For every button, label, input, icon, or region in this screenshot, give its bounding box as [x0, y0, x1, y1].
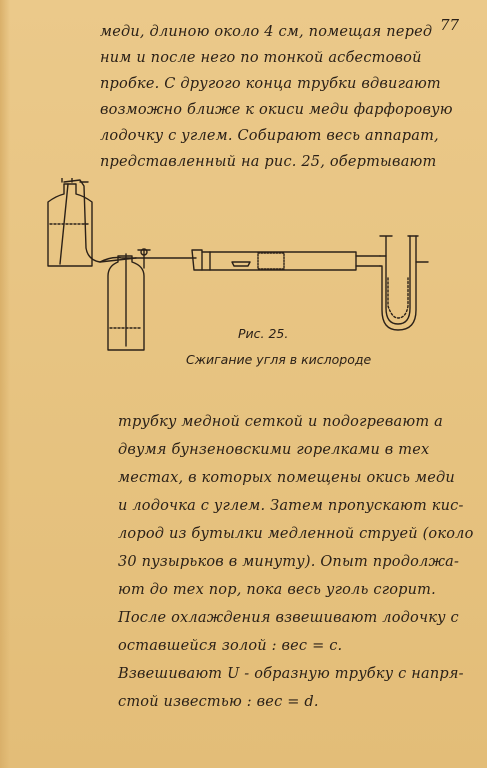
text-line: пробке. С другого конца трубки вдвигают: [100, 76, 441, 92]
text-line: меди, длиною около 4 см, помещая перед: [100, 24, 433, 40]
text-line: ним и после него по тонкой асбестовой: [100, 50, 422, 66]
text-line: двумя бунзеновскими горелками в тех: [118, 442, 430, 458]
page-edge-shadow: [0, 0, 10, 768]
text-line: После охлаждения взвешивают лодочку с: [118, 610, 459, 626]
figure-caption: Сжигание угля в кислороде: [186, 352, 372, 367]
text-line: стой известью : вес = d.: [118, 694, 319, 710]
text-line: трубку медной сеткой и подогревают а: [118, 414, 443, 430]
text-line: лород из бутылки медленной струей (около: [118, 526, 474, 542]
text-line: и лодочка с углем. Затем пропускают кис-: [118, 498, 464, 514]
text-line: 30 пузырьков в минуту). Опыт продолжа-: [118, 554, 460, 570]
text-line: возможно ближе к окиси меди фарфоровую: [100, 102, 453, 118]
u-tube: [380, 236, 428, 330]
text-line: местах, в которых помещены окись меди: [118, 470, 455, 486]
combustion-tube: [192, 250, 380, 270]
text-line: Взвешивают U - образную трубку с напря-: [118, 666, 464, 682]
text-line: ют до тех пор, пока весь уголь сгорит.: [118, 582, 436, 598]
text-line: лодочку с углем. Собирают весь аппарат,: [100, 128, 439, 144]
page-number: 77: [440, 16, 460, 34]
text-line: оставшейся золой : вес = с.: [118, 638, 343, 654]
text-line: представленный на рис. 25, обертывают: [100, 154, 437, 170]
figure-number: Рис. 25.: [238, 326, 289, 341]
middle-bottle: [100, 249, 196, 350]
left-bottle: [48, 178, 136, 266]
